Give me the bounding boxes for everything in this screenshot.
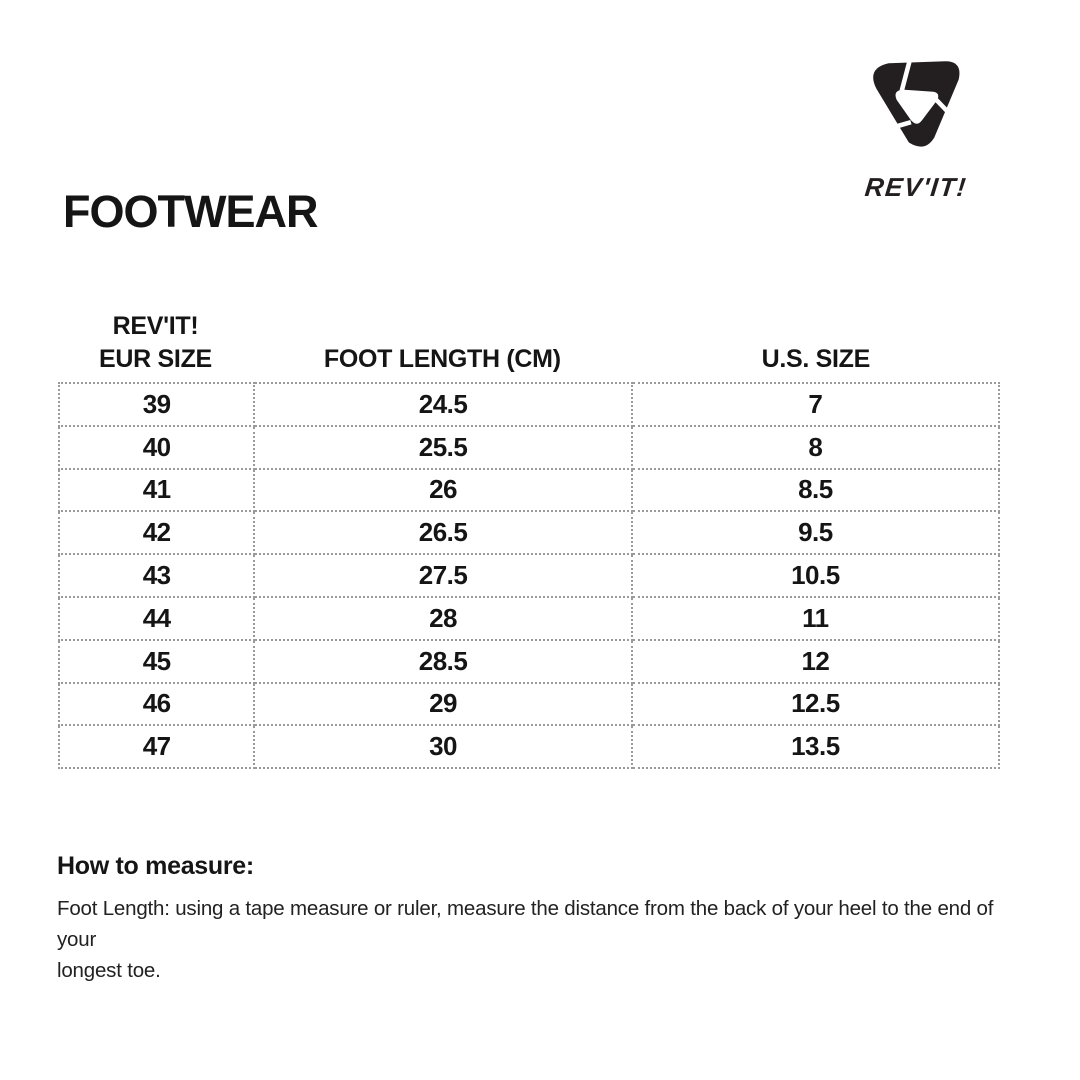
- table-cell: 25.5: [254, 426, 631, 469]
- revit-emblem-icon: [855, 48, 977, 170]
- table-cell: 28: [254, 597, 631, 640]
- table-row: [59, 554, 999, 597]
- table-cell: 13.5: [632, 725, 999, 768]
- table-cell: 8.5: [632, 469, 999, 512]
- column-header-eur-size: [58, 310, 253, 375]
- table-cell: 7: [632, 383, 999, 426]
- table-cell: 46: [59, 683, 254, 726]
- table-cell: 30: [254, 725, 631, 768]
- table-row: [59, 511, 999, 554]
- page-title: FOOTWEAR: [63, 186, 318, 237]
- size-table-body: [59, 383, 999, 768]
- table-row: [59, 683, 999, 726]
- table-cell: 27.5: [254, 554, 631, 597]
- table-row: [59, 469, 999, 512]
- size-table-section: [58, 296, 1000, 769]
- table-cell: 40: [59, 426, 254, 469]
- table-cell: 47: [59, 725, 254, 768]
- how-to-measure-heading: How to measure:: [57, 852, 254, 880]
- table-header-row: [58, 296, 1000, 382]
- table-cell: 26: [254, 469, 631, 512]
- table-cell: 11: [632, 597, 999, 640]
- brand-wordmark: REV'IT!: [863, 172, 969, 202]
- table-row: [59, 597, 999, 640]
- table-cell: 45: [59, 640, 254, 683]
- table-row: [59, 640, 999, 683]
- table-row: [59, 383, 999, 426]
- table-cell: 39: [59, 383, 254, 426]
- body-line-2: longest toe.: [57, 958, 161, 982]
- table-row: [59, 426, 999, 469]
- table-cell: 42: [59, 511, 254, 554]
- brand-logo: [838, 48, 994, 203]
- table-cell: 10.5: [632, 554, 999, 597]
- table-cell: 41: [59, 469, 254, 512]
- table-cell: 29: [254, 683, 631, 726]
- table-cell: 12.5: [632, 683, 999, 726]
- size-table: [58, 382, 1000, 769]
- how-to-measure-section: [57, 852, 1022, 986]
- table-cell: 12: [632, 640, 999, 683]
- body-line-1: Foot Length: using a tape measure or ruler, measure the distance from the back of your heel to the end of your: [57, 897, 994, 951]
- table-cell: 24.5: [254, 383, 631, 426]
- table-cell: 43: [59, 554, 254, 597]
- table-cell: 44: [59, 597, 254, 640]
- table-cell: 26.5: [254, 511, 631, 554]
- how-to-measure-body: [57, 894, 1022, 986]
- table-row: [59, 725, 999, 768]
- column-header-us-size: U.S. SIZE: [761, 344, 871, 373]
- table-cell: 9.5: [632, 511, 999, 554]
- column-header-eur-label: EUR SIZE: [99, 344, 212, 373]
- table-cell: 8: [632, 426, 999, 469]
- table-cell: 28.5: [254, 640, 631, 683]
- column-header-foot-length: FOOT LENGTH (CM): [323, 344, 561, 373]
- column-header-brand-line: REV'IT!: [112, 312, 199, 340]
